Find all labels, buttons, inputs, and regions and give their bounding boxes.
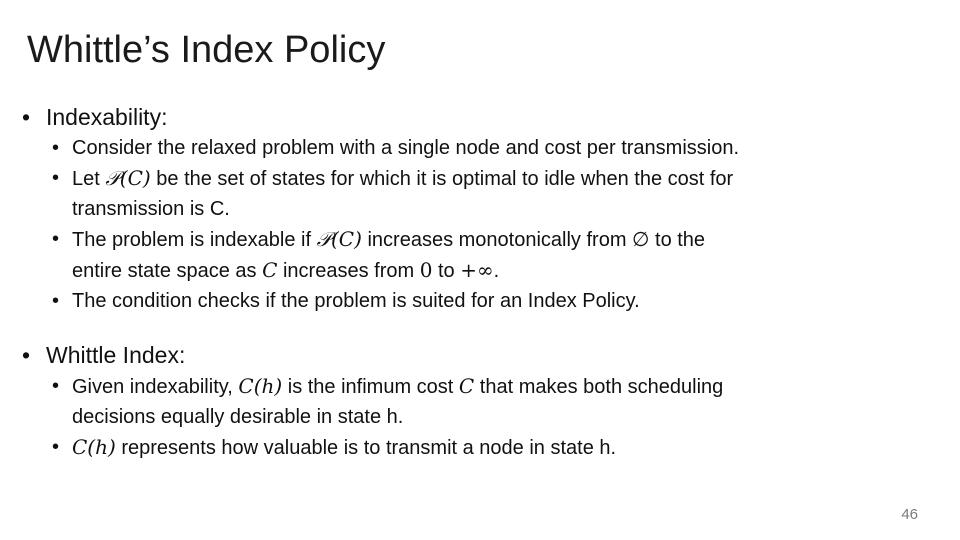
text-run: The condition checks if the problem is suited for an Index Policy. — [72, 290, 640, 312]
sub-bullet-line — [72, 255, 922, 286]
sub-bullet-marker: • — [52, 167, 60, 189]
bullet-heading-text: Whittle Index: — [46, 342, 186, 368]
bullet-heading — [22, 102, 922, 132]
text-run: represents how valuable is to transmit a node in state h. — [115, 437, 617, 459]
sub-bullet-line — [72, 163, 922, 194]
sub-bullet-line — [72, 432, 922, 463]
text-run: that makes both scheduling — [474, 376, 724, 398]
sub-bullet-line — [72, 133, 922, 163]
math-expression: 𝒫(C) — [316, 227, 362, 251]
slide-title: Whittle’s Index Policy — [27, 29, 386, 71]
sub-bullet-line — [72, 224, 922, 255]
math-expression: C — [458, 374, 475, 398]
math-expression: C(h) — [72, 435, 116, 459]
text-run: The problem is indexable if — [72, 229, 317, 251]
sub-bullet-item — [22, 371, 922, 432]
page-number: 46 — [901, 506, 918, 523]
sub-bullet-line — [72, 286, 922, 316]
text-run: decisions equally desirable in state h. — [72, 406, 404, 428]
sub-bullet-item — [22, 286, 922, 316]
math-symbol: 0 — [419, 258, 433, 282]
math-expression: C — [262, 258, 278, 282]
sub-bullet-marker: • — [52, 290, 60, 312]
math-symbol: ∅ — [632, 227, 650, 251]
text-run: . — [493, 260, 500, 282]
sub-bullet-item — [22, 224, 922, 286]
sub-bullet-item — [22, 432, 922, 463]
sub-bullet-marker: • — [52, 436, 60, 458]
math-expression: 𝒫(C) — [105, 166, 151, 190]
bullet-marker: • — [22, 342, 31, 368]
text-run: transmission is C. — [72, 198, 230, 220]
bullet-marker: • — [22, 104, 31, 130]
text-run: increases monotonically from — [361, 229, 633, 251]
text-run: Given indexability, — [72, 376, 239, 398]
bullet-section — [22, 340, 922, 463]
sub-bullet-line — [72, 371, 922, 402]
sub-bullet-item — [22, 133, 922, 163]
bullet-heading — [22, 340, 922, 370]
text-run: entire state space as — [72, 260, 263, 282]
text-run: increases from — [277, 260, 420, 282]
sub-bullet-marker: • — [52, 228, 60, 250]
sub-bullet-marker: • — [52, 137, 60, 159]
text-run: is the infimum cost — [282, 376, 459, 398]
bullet-heading-text: Indexability: — [46, 104, 168, 130]
sub-bullet-line — [72, 194, 922, 224]
text-run: be the set of states for which it is optimal to idle when the cost for — [150, 168, 734, 190]
sub-bullet-line — [72, 402, 922, 432]
slide-content — [22, 102, 922, 463]
text-run: to — [432, 260, 461, 282]
text-run: to the — [649, 229, 706, 251]
bullet-section — [22, 102, 922, 316]
math-symbol: +∞ — [460, 258, 494, 282]
sub-bullet-item — [22, 163, 922, 224]
math-expression: C(h) — [238, 374, 283, 398]
text-run: Consider the relaxed problem with a single node and cost per transmission. — [72, 137, 740, 159]
sub-bullet-marker: • — [52, 375, 60, 397]
text-run: Let — [72, 168, 106, 190]
